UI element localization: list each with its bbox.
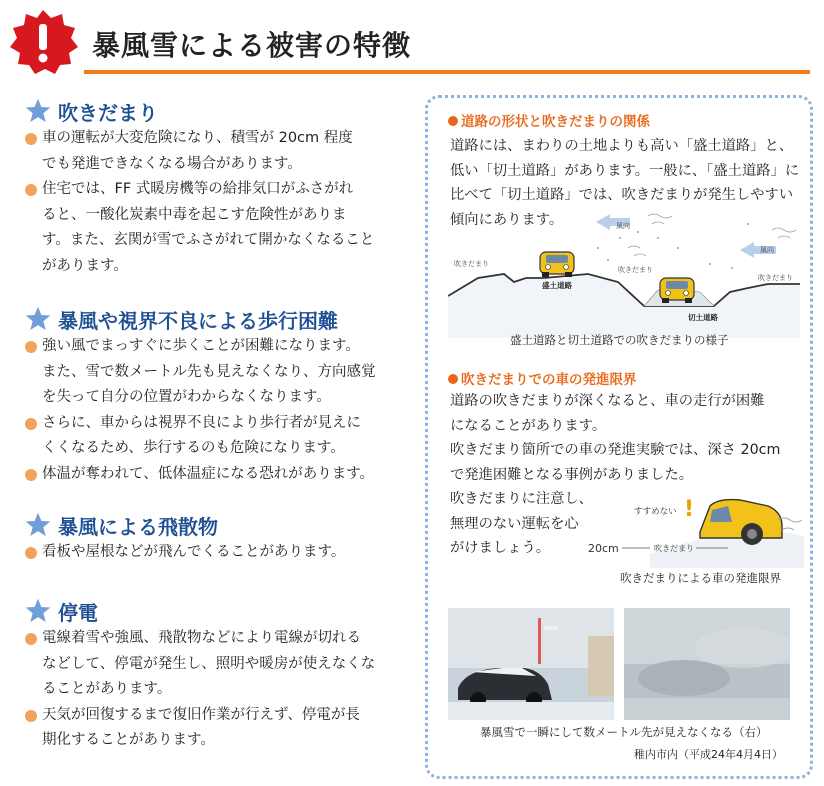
blizzard-photo-left [448, 608, 614, 720]
star-icon [24, 305, 52, 333]
svg-text:風向: 風向 [760, 246, 774, 254]
car-icon [540, 252, 574, 277]
info-panel [425, 95, 813, 779]
photo-caption: 暴風雪で一瞬にして数メートル先が見えなくなる（右） [480, 725, 768, 739]
car-icon [700, 500, 782, 545]
road-heading: 道路の形状と吹きだまりの関係 [448, 110, 650, 130]
section-title: 暴風や視界不良による歩行困難 [58, 308, 338, 333]
svg-text:切土道路: 切土道路 [688, 313, 718, 322]
svg-text:盛土道路: 盛土道路 [542, 281, 572, 290]
svg-text:20cm: 20cm [588, 542, 619, 555]
svg-text:吹きだまり: 吹きだまり [618, 266, 653, 274]
star-icon [24, 97, 52, 125]
bullet-item: 体温が奪われて、低体温症になる恐れがあります。 [24, 462, 409, 488]
section-power-outage [24, 596, 409, 754]
header-divider [84, 70, 810, 74]
road-figure-caption: 盛土道路と切土道路での吹きだまりの様子 [510, 333, 729, 347]
star-icon [24, 511, 52, 539]
svg-text:風向: 風向 [616, 222, 630, 230]
section-walking-difficulty [24, 304, 409, 487]
road-text: 道路には、まわりの土地よりも高い「盛土道路」と、 低い「切土道路」があります。一般に、「盛土道路」に 比べて「切土道路」では、吹きだまりが発生しやすい 傾向にあります。 [450, 138, 800, 228]
bullet-item: 車の運転が大変危険になり、積雪が 20cm 程度 でも発進できなくなる場合があります。 [24, 126, 409, 177]
section-title: 吹きだまり [58, 100, 158, 125]
section-title: 停電 [58, 600, 98, 625]
car-limit-heading: 吹きだまりでの車の発進限界 [448, 368, 637, 388]
star-icon [24, 597, 52, 625]
exclamation-icon: ! [684, 497, 695, 522]
bullet-item: さらに、車からは視界不良により歩行者が見えに くくなるため、歩行するのも危険になります。 [24, 411, 409, 462]
car-figure-caption: 吹きだまりによる車の発進限界 [620, 571, 781, 585]
car-icon [660, 278, 694, 303]
svg-text:吹きだまり: 吹きだまり [758, 274, 793, 282]
svg-text:吹きだまり: 吹きだまり [454, 260, 489, 268]
bullet-item: 看板や屋根などが飛んでくることがあります。 [24, 540, 409, 566]
page-header [0, 0, 824, 80]
bullet-item: 電線着雪や強風、飛散物などにより電線が切れる などして、停電が発生し、照明や暖房が使えなくな ることがあります。 [24, 626, 409, 703]
section-title: 暴風による飛散物 [58, 514, 218, 539]
svg-text:すすめない: すすめない [634, 507, 677, 517]
section-flying-debris [24, 510, 409, 566]
page-title: 暴風雪による被害の特徴 [92, 29, 412, 62]
section-snowdrift [24, 96, 409, 279]
svg-text:吹きだまり: 吹きだまり [654, 544, 694, 553]
bullet-item: 住宅では、FF 式暖房機等の給排気口がふさがれ ると、一酸化炭素中毒を起こす危険性がありま す。また、玄関が雪でふさがれて開かなくなること があります。 [24, 177, 409, 279]
bullet-item: 天気が回復するまで復旧作業が行えず、停電が長 期化することがあります。 [24, 703, 409, 754]
bullet-item: 強い風でまっすぐに歩くことが困難になります。 また、雪で数メートル先も見えなくなり、方向感覚 を失って自分の位置がわからなくなります。 [24, 334, 409, 411]
car-limit-text: 道路の吹きだまりが深くなると、車の走行が困難 になることがあります。 吹きだまり箇所での車の発進実験では、深さ 20cm で発進困難となる事例がありました。 吹きだまりに注意し、 無理のない運転を心 がけましょう。 [450, 393, 781, 556]
blizzard-photo-right [624, 608, 790, 720]
photo-credit: 稚内市内（平成24年4月4日） [634, 748, 783, 761]
car-drift-diagram [578, 492, 804, 568]
exclamation-alert-icon [6, 8, 80, 76]
road-drift-diagram [448, 208, 800, 338]
